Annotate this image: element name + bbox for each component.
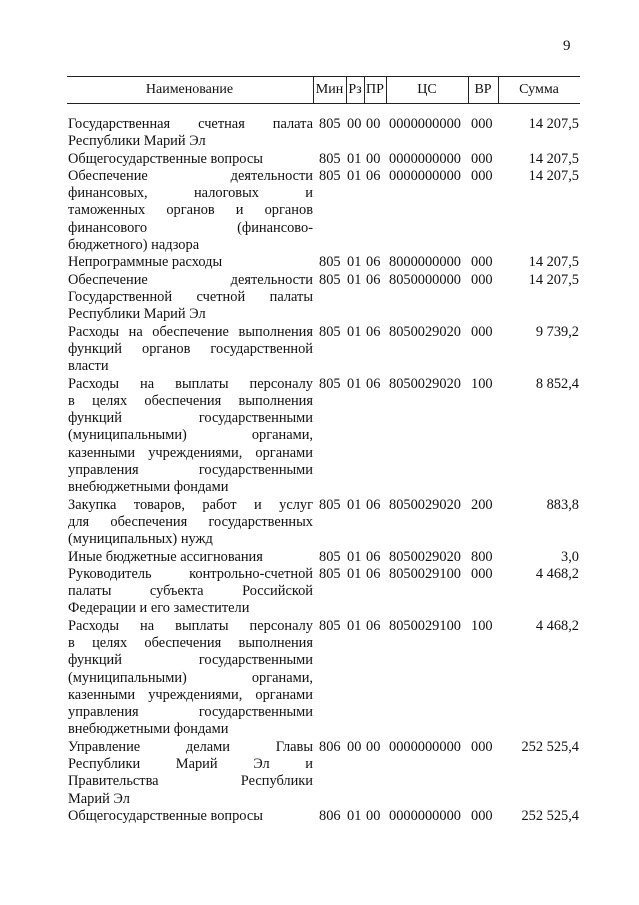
cell-min: 806: [319, 738, 341, 755]
row-name: [68, 254, 313, 271]
cell-min: 805: [319, 323, 341, 340]
cell-sum: 252 525,4: [521, 808, 579, 824]
cell-min: 805: [319, 548, 341, 565]
row-name: [68, 168, 313, 254]
cell-rz: 00: [347, 738, 362, 755]
cell-sum: 14 207,5: [528, 254, 579, 271]
cell-sum: 14 207,5: [528, 271, 579, 288]
row-name-line: функций государственными: [68, 652, 313, 669]
cell-pr: 00: [366, 150, 381, 167]
cell-min: 805: [319, 375, 341, 392]
row-name: [68, 272, 313, 324]
row-name-line: казенными учреждениями, органами: [68, 444, 313, 461]
row-name-line: Иные бюджетные ассигнования: [68, 548, 263, 565]
row-name-line: в целях обеспечения выполнения: [68, 392, 313, 409]
cell-cs: 0000000000: [389, 808, 461, 824]
cell-cs: 8050029020: [389, 323, 461, 340]
cell-cs: 0000000000: [389, 167, 461, 184]
row-name: [68, 151, 313, 168]
cell-sum: 4 468,2: [535, 565, 579, 582]
header-sum: Сумма: [519, 82, 559, 97]
header-name: Наименование: [145, 82, 234, 97]
cell-sum: 4 468,2: [535, 617, 579, 634]
cell-pr: 00: [366, 738, 381, 755]
cell-pr: 00: [366, 116, 381, 132]
row-name-line: Республики Марий Эл: [68, 306, 206, 323]
row-name-line: финансовых, налоговых и: [68, 185, 313, 202]
header-vr: ВР: [474, 82, 492, 97]
cell-sum: 3,0: [561, 548, 579, 565]
row-name-line: бюджетного) надзора: [68, 237, 200, 254]
cell-sum: 252 525,4: [521, 738, 579, 755]
table-row: [0, 376, 639, 497]
cell-rz: 01: [347, 323, 362, 340]
row-name-line: функций государственными: [68, 410, 313, 427]
table-row: [0, 618, 639, 739]
row-name-line: Государственная счетная палата: [68, 116, 313, 132]
row-name-line: Расходы на выплаты персоналу: [68, 375, 313, 392]
row-name-line: управления государственными: [68, 461, 313, 478]
cell-pr: 06: [366, 548, 381, 565]
cell-cs: 0000000000: [389, 116, 461, 132]
cell-sum: 8 852,4: [535, 375, 579, 392]
cell-vr: 000: [471, 323, 493, 340]
cell-min: 805: [319, 167, 341, 184]
row-name-line: финансового (финансово-: [68, 219, 313, 236]
row-name-line: для обеспечения государственных: [68, 513, 313, 530]
row-name-line: Управление делами Главы: [68, 738, 313, 755]
row-name-line: Расходы на обеспечение выполнения: [68, 323, 313, 340]
row-name: [68, 566, 313, 618]
cell-vr: 100: [471, 375, 493, 392]
cell-vr: 000: [471, 565, 493, 582]
cell-vr: 000: [471, 116, 493, 132]
cell-vr: 000: [471, 808, 493, 824]
cell-vr: 100: [471, 617, 493, 634]
cell-pr: 00: [366, 808, 381, 824]
cell-min: 805: [319, 150, 341, 167]
cell-vr: 000: [471, 150, 493, 167]
row-name: [68, 497, 313, 549]
header-min: Мин: [315, 82, 344, 97]
cell-cs: 8050029100: [389, 565, 461, 582]
row-name-line: Республики Марий Эл: [68, 133, 206, 150]
row-name-line: палаты субъекта Российской: [68, 583, 313, 600]
row-name-line: Общегосударственные вопросы: [68, 808, 263, 824]
row-name-line: внебюджетными фондами: [68, 721, 229, 738]
row-name: [68, 549, 313, 566]
cell-pr: 06: [366, 167, 381, 184]
cell-sum: 14 207,5: [528, 116, 579, 132]
row-name-line: Федерации и его заместители: [68, 600, 250, 617]
cell-min: 805: [319, 565, 341, 582]
cell-rz: 01: [347, 271, 362, 288]
table-row: [0, 254, 639, 271]
row-name: [68, 739, 313, 808]
cell-pr: 06: [366, 617, 381, 634]
cell-vr: 000: [471, 271, 493, 288]
row-name: [68, 808, 313, 825]
row-name-line: функций органов государственной: [68, 340, 313, 357]
row-name-line: Общегосударственные вопросы: [68, 150, 263, 167]
cell-sum: 14 207,5: [528, 150, 579, 167]
row-name-line: Руководитель контрольно-счетной: [68, 565, 313, 582]
cell-rz: 01: [347, 617, 362, 634]
cell-cs: 0000000000: [389, 150, 461, 167]
cell-cs: 8000000000: [389, 254, 461, 271]
row-name-line: (муниципальными) органами,: [68, 669, 313, 686]
row-name-line: Марий Эл: [68, 790, 130, 807]
row-name: [68, 618, 313, 739]
cell-rz: 01: [347, 565, 362, 582]
cell-rz: 01: [347, 167, 362, 184]
table-row: [0, 739, 639, 808]
page-number: 9: [563, 38, 571, 54]
header-top-rule: [67, 76, 580, 77]
cell-cs: 8050000000: [389, 271, 461, 288]
cell-pr: 06: [366, 271, 381, 288]
cell-vr: 200: [471, 496, 493, 513]
table-row: [0, 116, 639, 151]
table-row: [0, 549, 639, 566]
cell-min: 805: [319, 617, 341, 634]
cell-min: 805: [319, 271, 341, 288]
cell-cs: 8050029020: [389, 496, 461, 513]
row-name-line: Обеспечение деятельности: [68, 167, 313, 184]
table-row: [0, 497, 639, 549]
table-row: [0, 168, 639, 255]
cell-min: 805: [319, 254, 341, 271]
row-name: [68, 376, 313, 497]
cell-rz: 01: [347, 150, 362, 167]
cell-cs: 8050029100: [389, 617, 461, 634]
table-row: [0, 151, 639, 168]
header-rz: Рз: [348, 82, 362, 97]
cell-cs: 8050029020: [389, 375, 461, 392]
row-name-line: власти: [68, 358, 109, 375]
cell-rz: 00: [347, 116, 362, 132]
table-row: [0, 808, 639, 825]
cell-rz: 01: [347, 254, 362, 271]
cell-vr: 000: [471, 738, 493, 755]
cell-pr: 06: [366, 375, 381, 392]
cell-min: 806: [319, 808, 341, 824]
cell-vr: 800: [471, 548, 493, 565]
cell-pr: 06: [366, 254, 381, 271]
row-name: [68, 116, 313, 151]
header-bottom-rule: [67, 103, 580, 104]
cell-cs: 0000000000: [389, 738, 461, 755]
cell-min: 805: [319, 116, 341, 132]
cell-sum: 9 739,2: [535, 323, 579, 340]
cell-rz: 01: [347, 375, 362, 392]
cell-rz: 01: [347, 548, 362, 565]
row-name-line: Закупка товаров, работ и услуг: [68, 496, 313, 513]
row-name-line: Республики Марий Эл и: [68, 756, 313, 773]
row-name-line: таможенных органов и органов: [68, 202, 313, 219]
cell-cs: 8050029020: [389, 548, 461, 565]
row-name-line: Расходы на выплаты персоналу: [68, 617, 313, 634]
header-cs: ЦС: [417, 82, 437, 97]
row-name-line: Непрограммные расходы: [68, 254, 223, 271]
row-name-line: (муниципальных) нужд: [68, 531, 213, 548]
row-name-line: Правительства Республики: [68, 773, 313, 790]
header-pr: ПР: [366, 82, 384, 97]
table-row: [0, 324, 639, 376]
table-row: [0, 272, 639, 324]
row-name-line: внебюджетными фондами: [68, 479, 229, 496]
cell-pr: 06: [366, 323, 381, 340]
row-name-line: Государственной счетной палаты: [68, 288, 313, 305]
cell-vr: 000: [471, 254, 493, 271]
table-row: [0, 566, 639, 618]
row-name-line: (муниципальными) органами,: [68, 427, 313, 444]
row-name-line: казенными учреждениями, органами: [68, 686, 313, 703]
cell-rz: 01: [347, 496, 362, 513]
row-name-line: в целях обеспечения выполнения: [68, 634, 313, 651]
cell-pr: 06: [366, 496, 381, 513]
cell-rz: 01: [347, 808, 362, 824]
cell-vr: 000: [471, 167, 493, 184]
cell-pr: 06: [366, 565, 381, 582]
cell-sum: 883,8: [546, 496, 579, 513]
row-name-line: Обеспечение деятельности: [68, 271, 313, 288]
cell-min: 805: [319, 496, 341, 513]
cell-sum: 14 207,5: [528, 167, 579, 184]
row-name-line: управления государственными: [68, 704, 313, 721]
row-name: [68, 324, 313, 376]
